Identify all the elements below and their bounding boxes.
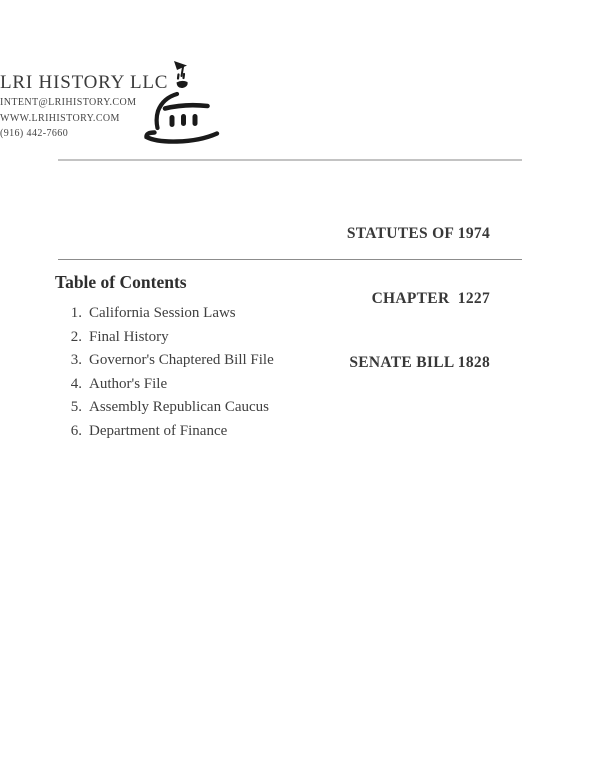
company-phone: (916) 442-7660 xyxy=(0,128,69,139)
toc-item xyxy=(70,349,274,373)
toc-item xyxy=(70,396,274,420)
toc-list xyxy=(70,302,274,444)
toc-item xyxy=(70,326,274,350)
senate-bill-line: SENATE BILL 1828 xyxy=(349,354,490,371)
toc-item xyxy=(70,302,274,326)
toc-item-label: Department of Finance xyxy=(89,422,228,439)
chapter-line: CHAPTER 1227 xyxy=(371,289,490,307)
statute-reference-block xyxy=(347,180,490,417)
toc-item-number: 5. xyxy=(70,399,82,416)
company-name: LRI HISTORY LLC xyxy=(0,72,169,93)
divider-bottom xyxy=(58,259,522,260)
toc-item-number: 1. xyxy=(70,305,82,321)
statutes-line: STATUTES OF 1974 xyxy=(346,225,490,242)
toc-title: Table of Contents xyxy=(55,272,187,292)
toc-item-label: Governor's Chaptered Bill File xyxy=(89,352,274,369)
company-email: INTENT@LRIHISTORY.COM xyxy=(0,97,137,108)
toc-item-label: Final History xyxy=(89,328,169,345)
toc-item-number: 6. xyxy=(70,422,82,439)
toc-item-number: 2. xyxy=(70,328,82,345)
toc-item xyxy=(70,373,274,397)
divider-top xyxy=(58,159,522,161)
toc-item-label: California Session Laws xyxy=(89,305,236,321)
toc-item-number: 3. xyxy=(70,352,82,369)
toc-item-label: Author's File xyxy=(89,375,168,392)
toc-item-number: 4. xyxy=(70,375,82,392)
toc-item-label: Assembly Republican Caucus xyxy=(89,399,269,416)
toc-item xyxy=(70,420,274,444)
company-website: WWW.LRIHISTORY.COM xyxy=(0,113,120,124)
